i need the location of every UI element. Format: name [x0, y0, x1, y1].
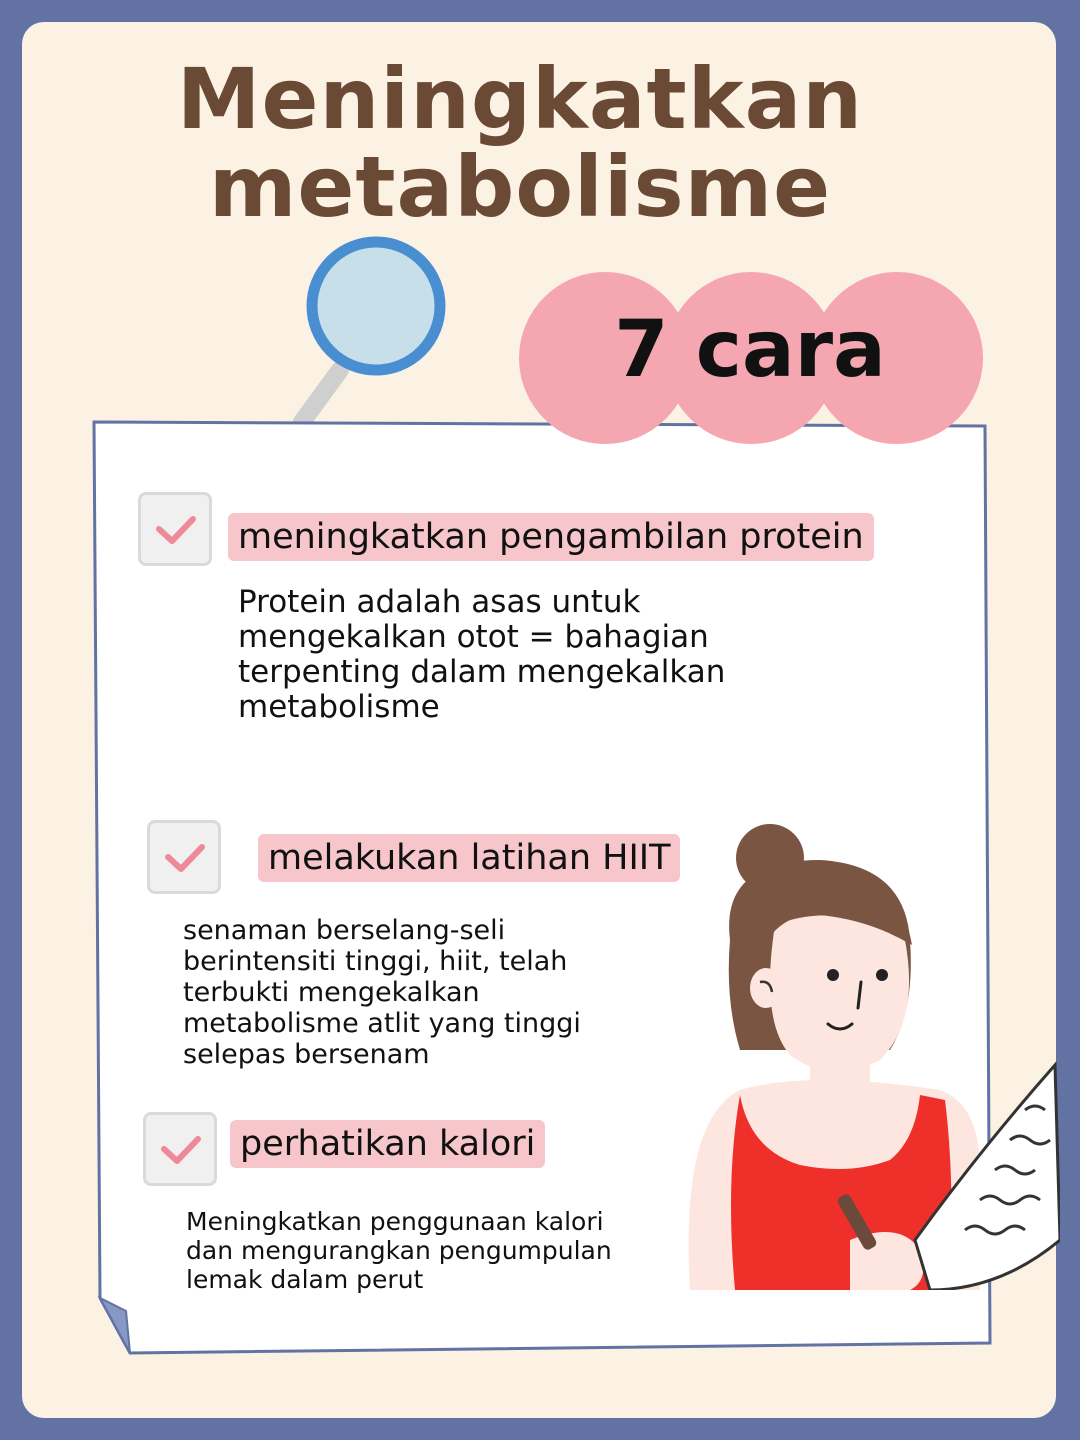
checkbox-tip-3[interactable] — [143, 1112, 217, 1186]
check-icon — [158, 1127, 204, 1173]
tip-body-2: senaman berselang-seli berintensiti tinggi, hiit, telah terbukti mengekalkan metabolisme atlit yang tinggi selepas bersenam — [183, 915, 581, 1070]
check-icon — [162, 835, 208, 881]
check-icon — [153, 507, 199, 553]
woman-illustration — [680, 820, 1060, 1290]
page-title — [170, 50, 870, 236]
checkbox-tip-1[interactable] — [138, 492, 212, 566]
checkbox-tip-2[interactable] — [147, 820, 221, 894]
tip-heading-3: perhatikan kalori — [230, 1120, 545, 1168]
tip-body-1: Protein adalah asas untuk mengekalkan otot = bahagian terpenting dalam mengekalkan metabolisme — [238, 584, 726, 725]
tip-heading-1: meningkatkan pengambilan protein — [228, 513, 874, 561]
title-line-2: metabolisme — [208, 138, 832, 236]
magnifier-icon — [280, 230, 480, 430]
badge-label: 7 cara — [614, 305, 886, 395]
tip-heading-2: melakukan latihan HIIT — [258, 834, 680, 882]
title-line-1: Meningkatkan — [176, 50, 864, 148]
tip-body-3: Meningkatkan penggunaan kalori dan mengurangkan pengumpulan lemak dalam perut — [186, 1207, 612, 1294]
